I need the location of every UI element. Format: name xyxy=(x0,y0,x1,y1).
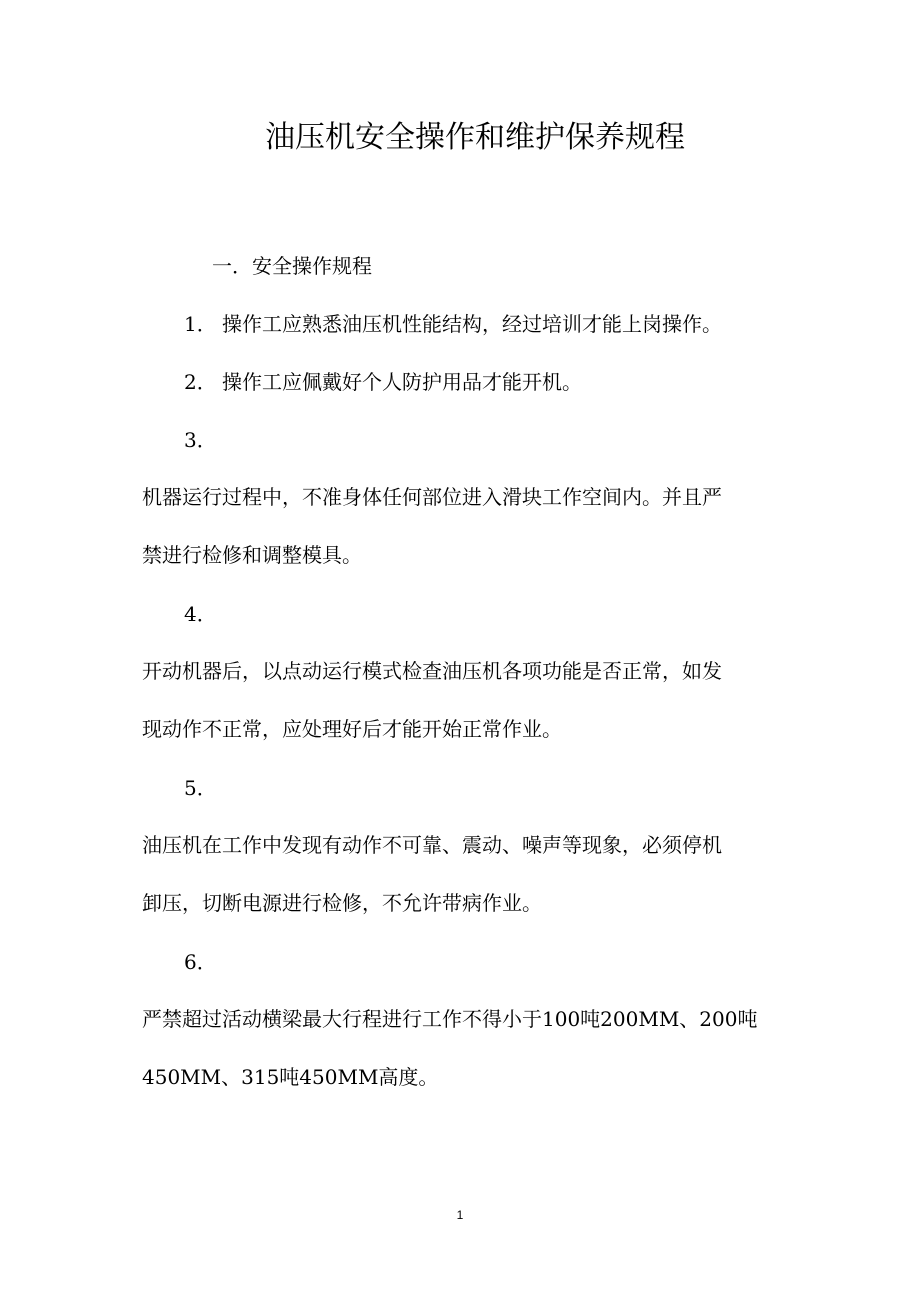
item-text: 卸压，切断电源进行检修，不允许带病作业。 xyxy=(142,891,542,915)
item-text: 450MM、315吨450MM高度。 xyxy=(142,1065,439,1089)
item-text: 现动作不正常，应处理好后才能开始正常作业。 xyxy=(142,717,562,741)
item-number: 5． xyxy=(184,776,217,800)
item-number: 3． xyxy=(184,428,217,452)
item-number: 1． xyxy=(184,312,217,336)
item-text: 操作工应熟悉油压机性能结构，经过培训才能上岗操作。 xyxy=(222,312,722,336)
item-text: 油压机在工作中发现有动作不可靠、震动、噪声等现象，必须停机 xyxy=(142,833,722,857)
page-number: 1 xyxy=(456,1208,464,1222)
item-text: 机器运行过程中，不准身体任何部位进入滑块工作空间内。并且严 xyxy=(142,485,722,509)
item-number: 6． xyxy=(184,950,217,974)
item-number: 2． xyxy=(184,370,217,394)
item-text: 严禁超过活动横梁最大行程进行工作不得小于100吨200MM、200吨 xyxy=(142,1007,758,1031)
document-title: 油压机安全操作和维护保养规程 xyxy=(265,120,685,155)
item-text: 操作工应佩戴好个人防护用品才能开机。 xyxy=(222,370,582,394)
section-heading: 一．安全操作规程 xyxy=(212,254,372,278)
item-text: 禁进行检修和调整模具。 xyxy=(142,543,362,567)
item-number: 4． xyxy=(184,602,217,626)
item-text: 开动机器后，以点动运行模式检查油压机各项功能是否正常，如发 xyxy=(142,659,722,683)
